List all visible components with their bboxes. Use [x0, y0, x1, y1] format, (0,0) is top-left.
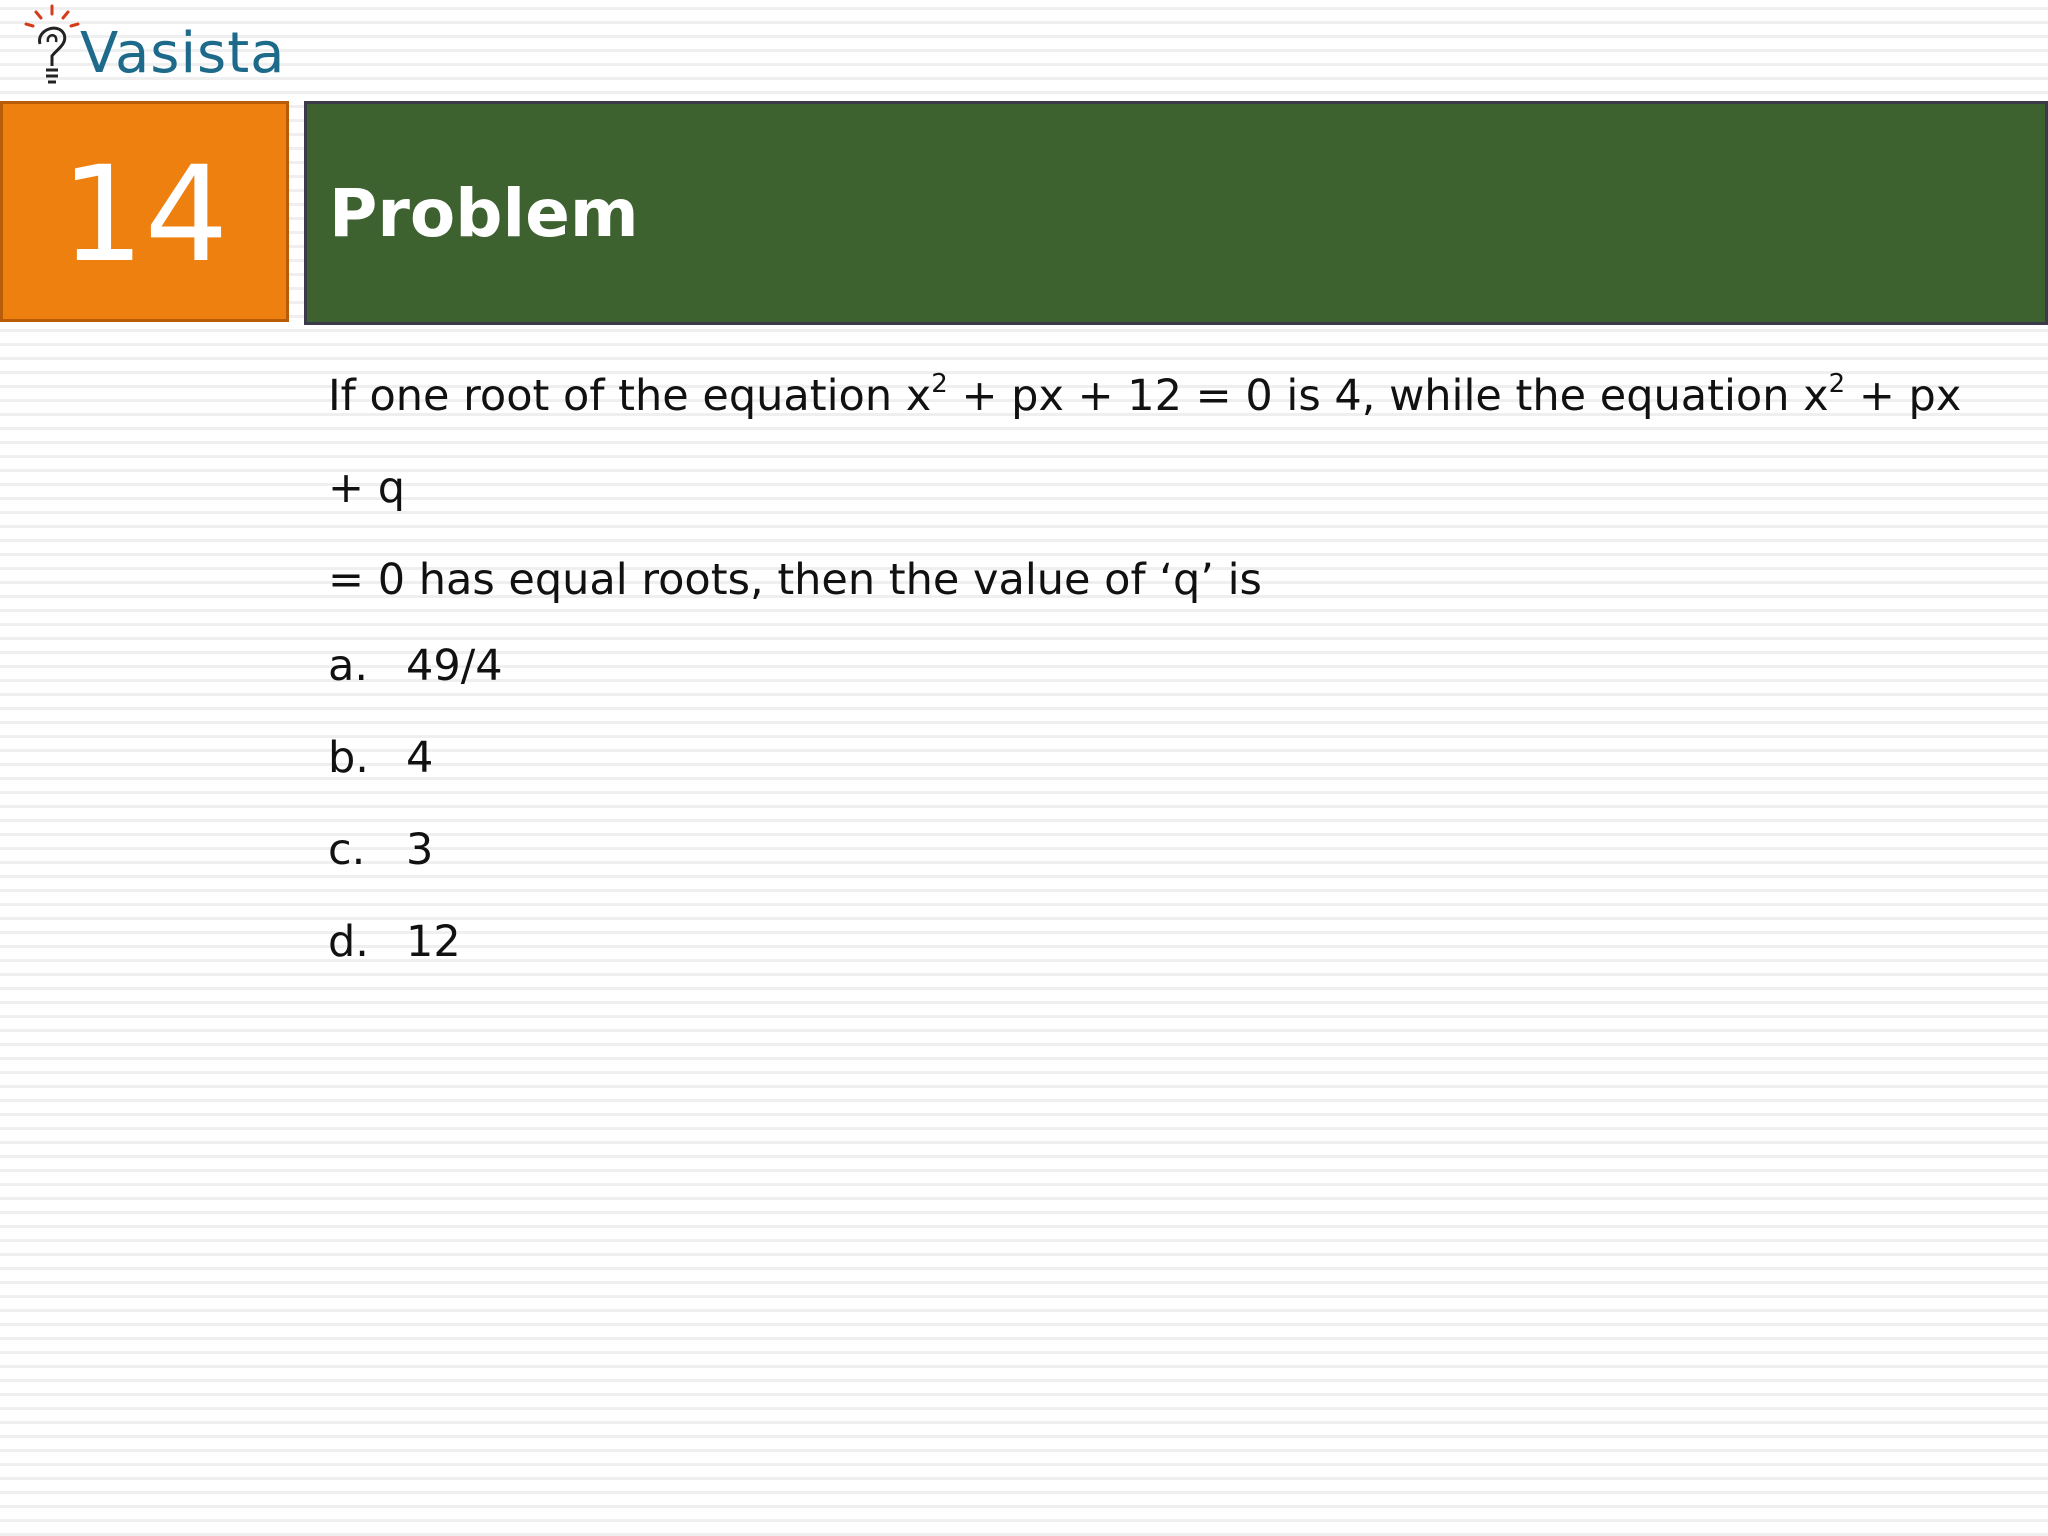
option-value: 3	[406, 825, 434, 875]
title-bar	[304, 101, 2048, 325]
option-letter: d.	[328, 917, 369, 967]
question-part-1: If one root of the equation x	[328, 371, 932, 421]
option-value: 4	[406, 733, 434, 783]
question-line-2: = 0 has equal roots, then the value of ‘q’ is	[328, 555, 1262, 605]
option-value: 12	[406, 917, 461, 967]
option-value: 49/4	[406, 641, 503, 691]
slide-number: 14	[60, 137, 229, 292]
slide-title: Problem	[329, 175, 639, 252]
slide-number-box	[0, 101, 289, 322]
answer-options	[328, 620, 503, 988]
question-part-3: + px + q	[328, 371, 1962, 513]
question-line-1	[328, 350, 2008, 534]
option-letter: a.	[328, 641, 369, 691]
superscript-1: 2	[931, 369, 948, 399]
option-a[interactable]	[328, 620, 503, 712]
option-b[interactable]	[328, 712, 503, 804]
option-letter: b.	[328, 733, 369, 783]
question-part-2: + px + 12 = 0 is 4, while the equation x	[947, 371, 1829, 421]
option-letter: c.	[328, 825, 366, 875]
question-text	[328, 350, 2008, 626]
superscript-2: 2	[1828, 369, 1846, 399]
logo-wordmark: Vasista	[80, 21, 286, 86]
vasista-logo	[22, 4, 292, 96]
option-d[interactable]	[328, 896, 503, 988]
option-c[interactable]	[328, 804, 503, 896]
lightbulb-icon	[22, 4, 82, 96]
